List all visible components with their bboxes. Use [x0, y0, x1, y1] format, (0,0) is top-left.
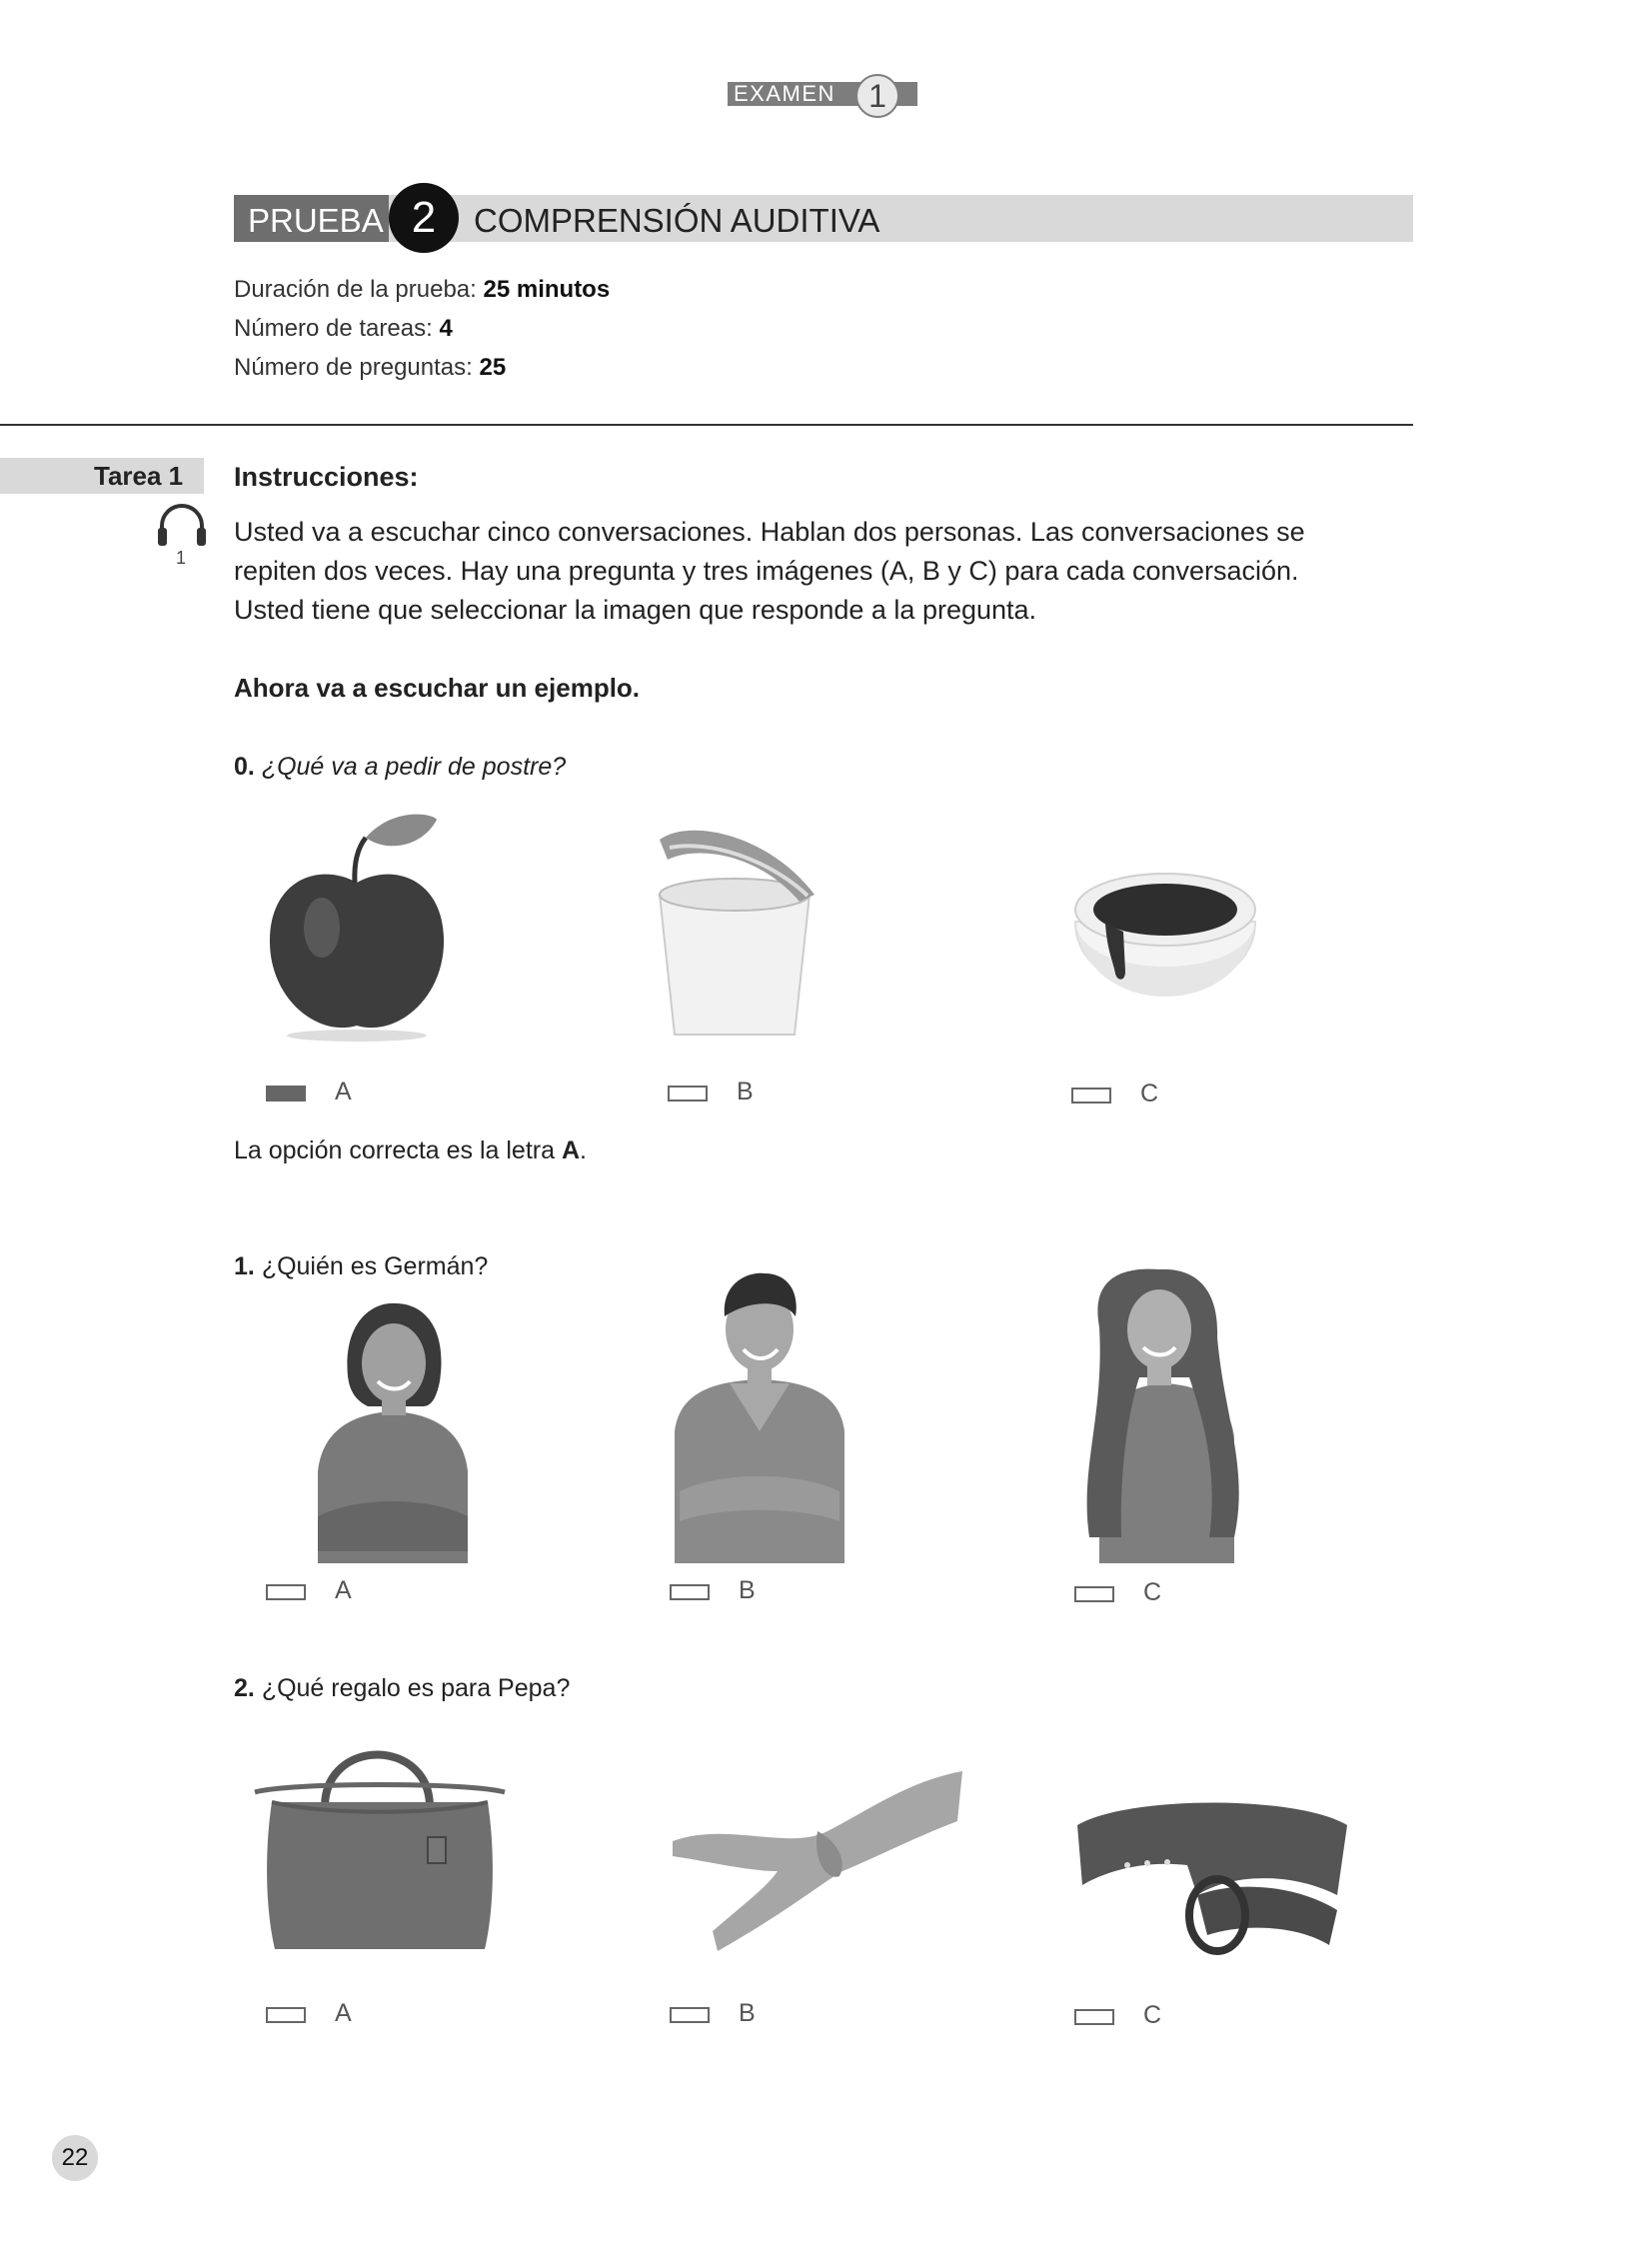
- option-label-b: B: [739, 1576, 756, 1604]
- questions-line: Número de preguntas: 25: [234, 354, 507, 381]
- belt-icon: [1067, 1785, 1357, 1985]
- instructions-line-1: Usted va a escuchar cinco conversaciones. Hablan dos personas. Las conversaciones se: [234, 517, 1305, 547]
- option-label-b: B: [737, 1078, 754, 1106]
- option-box-b[interactable]: [670, 2007, 710, 2023]
- question-text: ¿Quién es Germán?: [261, 1252, 489, 1280]
- option-label-c: C: [1143, 1578, 1162, 1606]
- exam-number: 1: [855, 74, 899, 118]
- option-label-a: A: [335, 1576, 352, 1604]
- scarf-icon: [668, 1761, 967, 1961]
- instructions-line-3: Usted tiene que seleccionar la imagen que responde a la pregunta.: [234, 595, 1037, 625]
- option-box-b[interactable]: [668, 1086, 708, 1102]
- section-label: PRUEBA: [248, 202, 384, 239]
- duration-value: 25 minutos: [483, 276, 611, 303]
- duration-line: Duración de la prueba: 25 minutos: [234, 276, 611, 303]
- page-number: 22: [52, 2135, 98, 2181]
- question-text: ¿Qué va a pedir de postre?: [261, 753, 567, 781]
- flan-icon: [1065, 862, 1265, 1037]
- instructions-line-2: repiten dos veces. Hay una pregunta y tres imágenes (A, B y C) para cada conversación.: [234, 556, 1299, 586]
- option-box-c[interactable]: [1071, 1088, 1111, 1104]
- apple-icon: [262, 808, 452, 1043]
- older-woman-icon: [298, 1301, 488, 1563]
- task-label: Tarea 1: [94, 461, 184, 491]
- option-label-a: A: [335, 1999, 352, 2027]
- example-intro: Ahora va a escuchar un ejemplo.: [234, 673, 641, 703]
- young-woman-icon: [1059, 1267, 1274, 1563]
- yogurt-icon: [650, 820, 820, 1045]
- question-number: 2.: [234, 1674, 255, 1702]
- question-0: [234, 752, 566, 782]
- divider: [0, 424, 1413, 426]
- answer-letter: A: [561, 1136, 581, 1164]
- option-box-a[interactable]: [266, 1584, 306, 1600]
- option-label-c: C: [1140, 1080, 1159, 1108]
- question-2: [234, 1673, 570, 1703]
- track-number: 1: [176, 548, 187, 568]
- tasks-value: 4: [439, 315, 453, 342]
- question-number: 0.: [234, 753, 255, 781]
- young-man-icon: [670, 1271, 849, 1563]
- answer-line: La opción correcta es la letra A.: [234, 1136, 587, 1164]
- question-1: [234, 1251, 488, 1281]
- tasks-line: Número de tareas: 4: [234, 315, 453, 342]
- section-title: COMPRENSIÓN AUDITIVA: [474, 202, 880, 239]
- exam-badge: [728, 78, 917, 114]
- section-number: 2: [389, 183, 459, 253]
- exam-word: EXAMEN: [734, 81, 835, 106]
- headphones-icon: [154, 502, 210, 548]
- questions-value: 25: [479, 354, 507, 381]
- option-box-a[interactable]: [266, 1086, 306, 1102]
- handbag-icon: [250, 1727, 510, 1957]
- question-number: 1.: [234, 1252, 255, 1280]
- question-text: ¿Qué regalo es para Pepa?: [261, 1674, 571, 1702]
- option-box-c[interactable]: [1074, 1586, 1114, 1602]
- option-box-b[interactable]: [670, 1584, 710, 1600]
- option-label-b: B: [739, 1999, 756, 2027]
- instructions-title: Instrucciones:: [234, 462, 419, 492]
- option-box-a[interactable]: [266, 2007, 306, 2023]
- option-label-c: C: [1143, 2001, 1162, 2029]
- option-box-c[interactable]: [1074, 2009, 1114, 2025]
- option-label-a: A: [335, 1078, 352, 1106]
